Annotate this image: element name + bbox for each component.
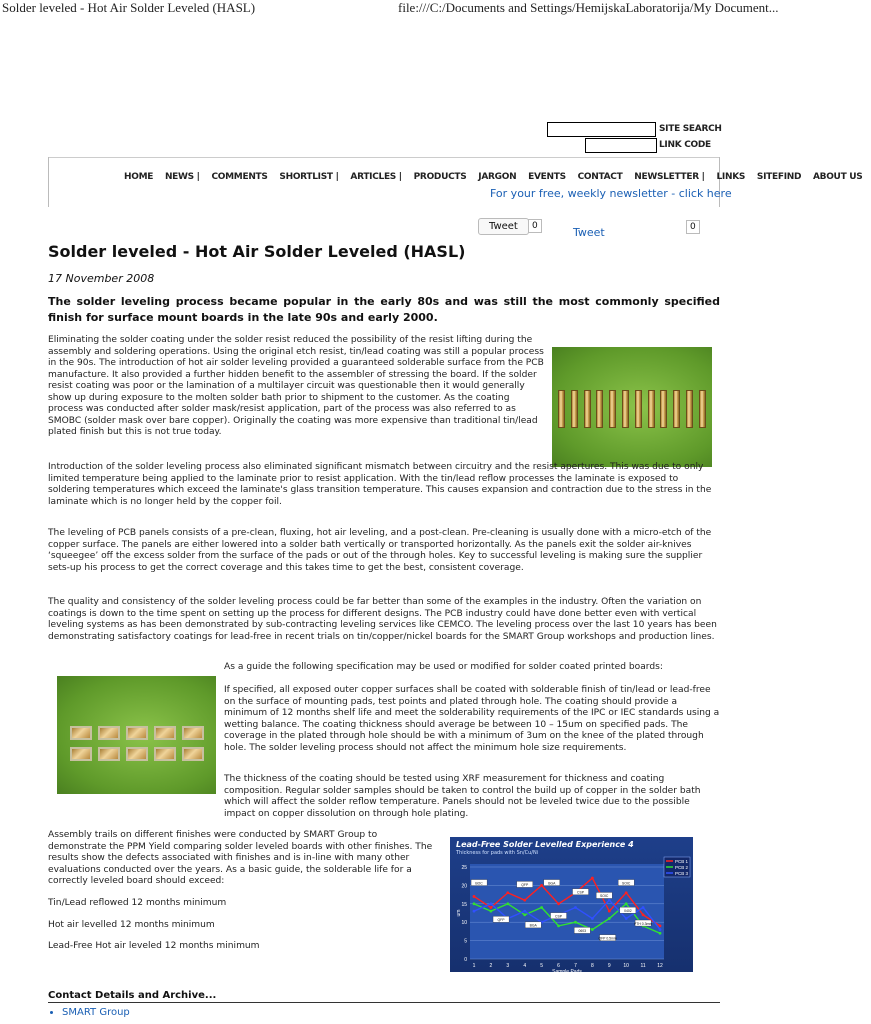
nav-events[interactable]: EVENTS xyxy=(528,172,566,182)
data-point xyxy=(574,906,577,909)
life-lead-free: Lead-Free Hot air leveled 12 months minimum xyxy=(48,941,260,951)
solder-pad xyxy=(98,726,120,740)
y-tick-label: 20 xyxy=(461,883,467,890)
data-point xyxy=(608,917,611,920)
x-tick-label: 7 xyxy=(574,963,577,969)
pcb-pads-photo xyxy=(552,347,712,467)
annotation-label: QFP xyxy=(497,918,505,923)
solder-pad xyxy=(584,390,591,428)
main-nav xyxy=(124,172,871,182)
pcb-square-pads-photo xyxy=(57,676,216,794)
paragraph-5: As a guide the following specification may be used or modified for solder coated printed boards: xyxy=(224,662,663,672)
data-point xyxy=(506,891,509,894)
data-point xyxy=(659,928,662,931)
data-point xyxy=(540,906,543,909)
tweet-count: 0 xyxy=(528,219,542,233)
annotation-label: SOIC xyxy=(622,881,631,886)
nav-products[interactable]: PRODUCTS xyxy=(413,172,467,182)
solder-pad xyxy=(686,390,693,428)
nav-shortlist[interactable]: SHORTLIST | xyxy=(279,172,339,182)
newsletter-link[interactable]: For your free, weekly newsletter - click here xyxy=(490,187,732,200)
x-tick-label: 5 xyxy=(540,963,544,969)
legend-label: PCB 1 xyxy=(675,859,689,864)
y-tick-label: 10 xyxy=(461,920,467,927)
data-point xyxy=(659,932,662,935)
nav-comments[interactable]: COMMENTS xyxy=(211,172,268,182)
article-title: Solder leveled - Hot Air Solder Leveled (HASL) xyxy=(48,242,466,261)
solder-pad xyxy=(699,390,706,428)
site-search-label[interactable]: SITE SEARCH xyxy=(659,124,722,134)
data-point xyxy=(523,913,526,916)
data-point xyxy=(625,891,628,894)
data-point xyxy=(490,906,493,909)
data-point xyxy=(591,917,594,920)
solder-pad xyxy=(660,390,667,428)
life-hot-air: Hot air levelled 12 months minimum xyxy=(48,920,215,930)
y-tick-label: 0 xyxy=(464,957,467,963)
data-point xyxy=(523,899,526,902)
nav-top-rule xyxy=(48,157,720,158)
page-title-header: Solder leveled - Hot Air Solder Leveled (HASL) xyxy=(2,0,256,15)
annotation-label: 0402 xyxy=(624,908,632,913)
data-point xyxy=(591,928,594,931)
solder-pad xyxy=(182,747,204,761)
solder-chart xyxy=(450,837,693,975)
footer-rule xyxy=(48,1002,720,1003)
solder-pad xyxy=(70,747,92,761)
paragraph-6: If specified, all exposed outer copper surfaces shall be coated with solderable finish of tin/lead or lead-free on the surface of mounting pads, test points and plated through hole. The coating should provide a minimum of 12 months shelf life and meet the solderability requirements of the IPC or IEC standards using a wetting balance. The coating thickness should average be between 10 – 15um on specified pads. The coverage in the plated through hole should be with a minimum of 3um on the knee of the plated through hole. The solder leveling process should not affect the minimum hole size requirements. xyxy=(224,685,720,753)
site-search-input[interactable] xyxy=(547,122,656,137)
x-axis-label: Sample Pads xyxy=(552,969,582,975)
life-tin-lead: Tin/Lead reflowed 12 months minimum xyxy=(48,898,227,908)
data-point xyxy=(608,910,611,913)
x-tick-label: 4 xyxy=(523,963,527,969)
share-count: 0 xyxy=(686,220,700,234)
data-point xyxy=(540,884,543,887)
solder-pad xyxy=(609,390,616,428)
chart-subtitle: Thickness for pads with Sn/Cu/Ni xyxy=(456,850,539,856)
paragraph-1: Eliminating the solder coating under the solder resist reduced the possibility of the resist lifting during the assembly and soldering operations. Using the original etch resist, tin/lead coating was still a popular process in the 90s. The introduction of hot air solder leveling provided a guaranteed solderable surface from the PCB manufacture. It also provided a further hidden benefit to the assembler of stressing the board. If the solder resist coating was poor or the lamination of a multilayer circuit was questionable then it would generally show up during exposure to the molten solder bath prior to shipment to the customer. As the coating process was conducted after solder mask/resist application, part of the process was also referred to as SMOBC (solder mask over bare copper). Originally the coating was more expensive than traditional tin/lead plated finish but this is not true today. xyxy=(48,335,544,437)
nav-news[interactable]: NEWS | xyxy=(164,172,200,182)
data-point xyxy=(490,902,493,905)
annotation-label: 0603 xyxy=(578,929,586,934)
solder-pad xyxy=(182,726,204,740)
paragraph-3: The leveling of PCB panels consists of a pre-clean, fluxing, hot air leveling, and a post-clean. Pre-cleaning is usually done with a micro-etch of the copper surface. The panels are either lowered into a solder bath vertically or transported horizontally. As the panels exit the solder air-knives ‘squeegee’ off the excess solder from the surface of the pads or out of the through holes. Key to successful leveling is making sure the supplier sets-up his process to get the correct coverage and this takes time to get the best, consistent coverage. xyxy=(48,528,712,573)
data-point xyxy=(625,917,628,920)
annotation-label: CSP xyxy=(555,914,563,919)
data-point xyxy=(557,902,560,905)
x-tick-label: 9 xyxy=(607,963,611,969)
nav-contact[interactable]: CONTACT xyxy=(577,172,623,182)
data-point xyxy=(642,913,645,916)
data-point xyxy=(591,877,594,880)
contact-heading: Contact Details and Archive... xyxy=(48,990,217,1001)
solder-pad xyxy=(154,726,176,740)
paragraph-7: The thickness of the coating should be tested using XRF measurement for thickness and coating composition. Regular solder samples should be taken to control the build up of copper in the solder bath which will affect the solder reflow temperature. Panels should not be leveled twice due to the possible impact on copper dissolution on through hole plating. xyxy=(224,774,701,819)
nav-jargon[interactable]: JARGON xyxy=(478,172,517,182)
annotation-label: QFP xyxy=(521,883,529,888)
nav-left-rule xyxy=(48,157,49,207)
footer-links xyxy=(48,1007,130,1018)
solder-pad xyxy=(673,390,680,428)
page-url-header: file:///C:/Documents and Settings/HemijskaLaboratorija/My Document... xyxy=(398,0,779,15)
chart-title: Lead-Free Solder Levelled Experience 4 xyxy=(456,840,634,849)
nav-newsletter[interactable]: NEWSLETTER | xyxy=(634,172,705,182)
solder-pad xyxy=(635,390,642,428)
solder-pad xyxy=(126,747,148,761)
annotation-label: QFP 0.5mm xyxy=(598,936,617,941)
paragraph-2: Introduction of the solder leveling process also eliminated significant mismatch between circuitry and the resist apertures. This was due to only limited temperature being applied to the laminate prior to resist application. With the tin/lead reflow processes the laminate is exposed to soldering temperatures which exceed the laminate's glass transition temperature. This causes expansion and contraction due to the stress in the laminate which is no longer held by the copper foil. xyxy=(48,462,712,507)
data-point xyxy=(473,902,476,905)
paragraph-8: Assembly trails on different finishes were conducted by SMART Group to demonstrate the PPM Yield comparing solder leveled boards with other finishes. The results show the defects associated with finishes and is in-line with many other evaluations conducted over the years. As a basic guide, the solderable life for a correctly leveled board should exceed: xyxy=(48,830,433,886)
solder-pad xyxy=(571,390,578,428)
link-code-input[interactable] xyxy=(585,138,657,153)
solder-pad xyxy=(558,390,565,428)
nav-home[interactable]: HOME xyxy=(124,172,154,182)
annotation-label: PTH 0.3mm xyxy=(634,921,653,926)
x-tick-label: 2 xyxy=(489,963,493,969)
annotation-label: BGA xyxy=(529,923,537,928)
smart-group-link[interactable]: • SMART Group xyxy=(62,1007,130,1018)
data-point xyxy=(642,906,645,909)
y-tick-label: 15 xyxy=(461,901,467,908)
solder-pad xyxy=(126,726,148,740)
article-date: 17 November 2008 xyxy=(48,272,155,285)
nav-articles[interactable]: ARTICLES | xyxy=(350,172,402,182)
nav-sitefind[interactable]: SITEFIND xyxy=(756,172,802,182)
legend-label: PCB 3 xyxy=(675,871,689,876)
annotation-label: CSP xyxy=(577,890,585,895)
data-point xyxy=(659,924,662,927)
data-point xyxy=(625,902,628,905)
y-tick-label: 25 xyxy=(461,865,467,871)
article-lead: The solder leveling process became popular in the early 80s and was still the most commonly specified finish for surface mount boards in the late 90s and early 2000. xyxy=(48,295,720,324)
nav-about-us[interactable]: ABOUT US xyxy=(812,172,863,182)
x-tick-label: 12 xyxy=(657,963,663,969)
x-tick-label: 11 xyxy=(640,963,646,969)
data-point xyxy=(557,924,560,927)
solder-pad xyxy=(154,747,176,761)
link-code-label[interactable]: LINK CODE xyxy=(659,140,711,150)
data-point xyxy=(506,902,509,905)
tweet-button[interactable]: Tweet xyxy=(478,218,529,235)
x-tick-label: 3 xyxy=(506,963,510,969)
solder-pad xyxy=(98,747,120,761)
nav-links[interactable]: LINKS xyxy=(716,172,746,182)
data-point xyxy=(523,910,526,913)
x-tick-label: 8 xyxy=(590,963,594,969)
y-axis-label: um xyxy=(456,909,462,917)
solder-pad xyxy=(596,390,603,428)
annotation-label: BGA xyxy=(548,881,556,886)
data-point xyxy=(608,899,611,902)
solder-pad xyxy=(70,726,92,740)
data-point xyxy=(473,910,476,913)
paragraph-4: The quality and consistency of the solder leveling process could be far better than some of the examples in the industry. Often the variation on coatings is down to the time spent on setting up the process for different designs. The PCB industry could have done better even with vertical leveling systems as has been demonstrated by sub-contracting leveling services like CEMCO. The leveling process over the last 10 years has been demonstrating satisfactory coatings for lead-free in recent trials on tin/copper/nickel boards for the SMART Group workshops and production lines. xyxy=(48,597,717,642)
legend-label: PCB 2 xyxy=(675,865,689,870)
x-tick-label: 6 xyxy=(557,963,560,969)
solder-pad xyxy=(622,390,629,428)
y-tick-label: 5 xyxy=(464,938,467,945)
data-point xyxy=(490,910,493,913)
x-tick-label: 1 xyxy=(472,963,476,969)
x-tick-label: 10 xyxy=(623,963,629,969)
data-point xyxy=(473,895,476,898)
annotation-label: SOIC xyxy=(600,894,609,899)
tweet-link[interactable]: Tweet xyxy=(573,226,605,239)
data-point xyxy=(574,921,577,924)
solder-pad xyxy=(648,390,655,428)
annotation-label: BOC xyxy=(475,881,483,886)
chart-svg xyxy=(450,837,693,975)
